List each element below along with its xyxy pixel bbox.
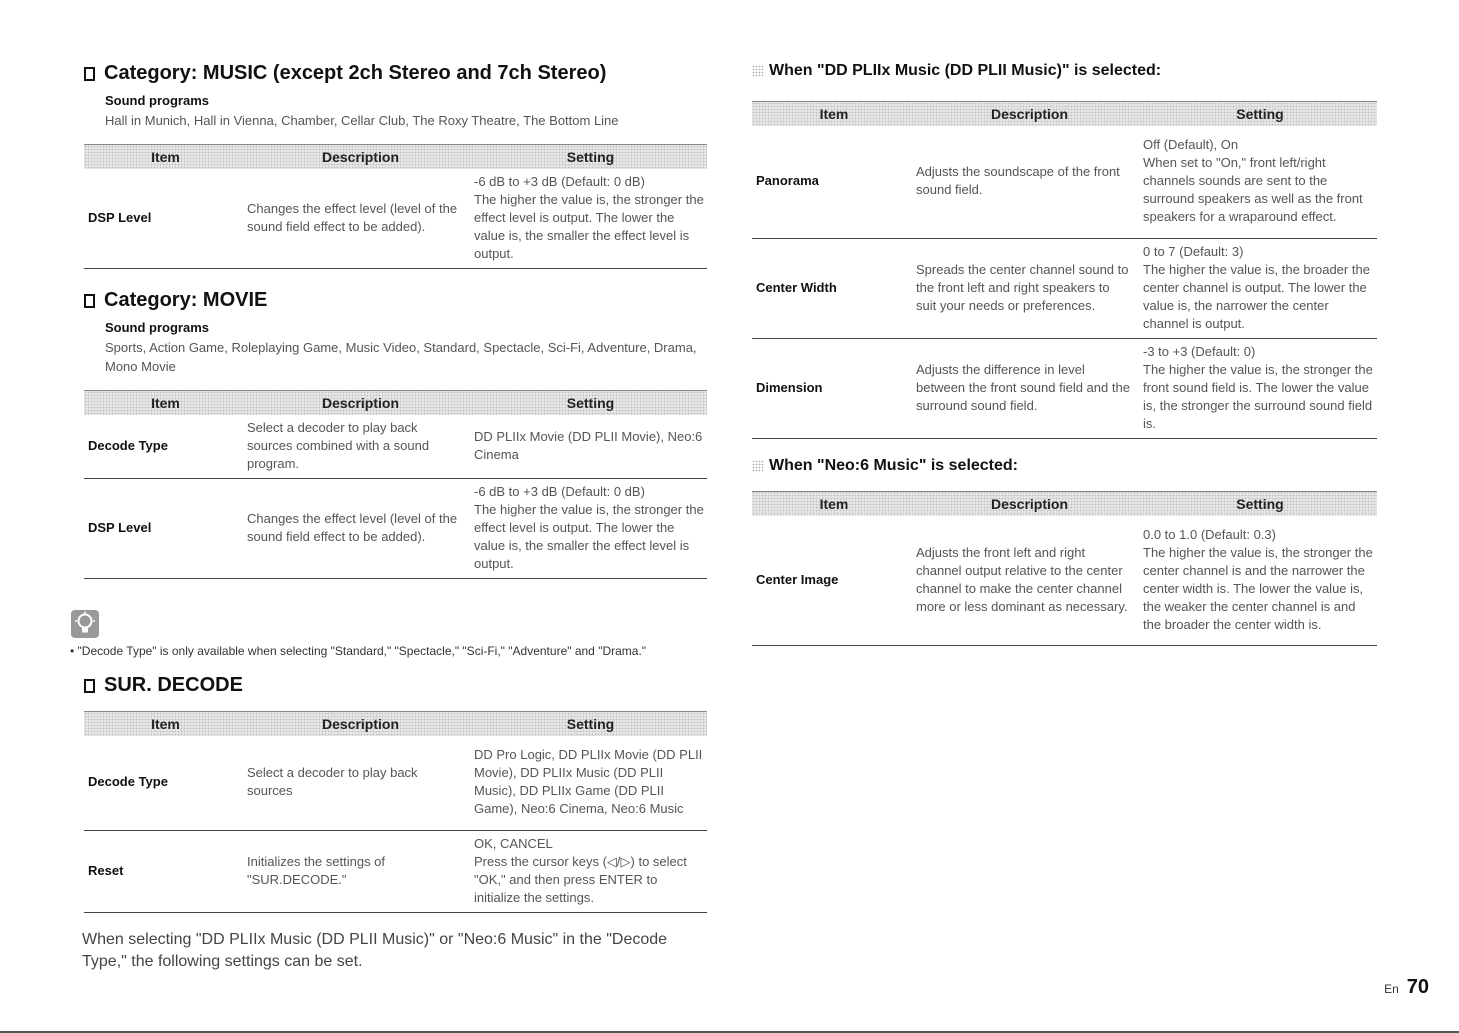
table-row [84, 830, 707, 912]
tip-note: • "Decode Type" is only available when selecting "Standard," "Spectacle," "Sci-Fi," "Adventure" and "Drama." [70, 644, 647, 658]
header-item: Item [84, 145, 247, 170]
neo-heading: When "Neo:6 Music" is selected: [752, 457, 1377, 475]
tip-lightbulb-icon [70, 609, 100, 639]
header-setting: Setting [474, 145, 707, 170]
dotted-bullet-icon [752, 460, 764, 472]
row-setting: Off (Default), On When set to "On," front left/right channels sounds are sent to the surround speakers as well as the front speakers for a wraparound effect. [1143, 126, 1377, 238]
table-header [84, 145, 707, 170]
movie-programs-label: Sound programs [105, 320, 210, 335]
table-header [84, 391, 707, 416]
page-number: 70 [1406, 976, 1429, 998]
table-row [752, 238, 1377, 338]
header-description: Description [916, 102, 1143, 127]
header-item: Item [84, 712, 247, 737]
music-table [84, 144, 707, 269]
row-description: Adjusts the soundscape of the front sound field. [916, 126, 1143, 238]
row-setting: -3 to +3 (Default: 0) The higher the value is, the stronger the front sound field is. The lower the value is, the stronger the surround sound field is. [1143, 338, 1377, 438]
row-description: Adjusts the front left and right channel output relative to the center channel to make the center channel more or less dominant as necessary. [916, 516, 1143, 646]
row-item: Dimension [752, 338, 916, 438]
header-setting: Setting [474, 391, 707, 416]
row-setting: OK, CANCEL Press the cursor keys (◁/▷) to select "OK," and then press ENTER to initialize the settings. [474, 830, 707, 912]
header-item: Item [84, 391, 247, 416]
row-setting: 0 to 7 (Default: 3) The higher the value is, the broader the center channel is output. The lower the value is, the narrower the center channel is output. [1143, 238, 1377, 338]
music-heading: Category: MUSIC (except 2ch Stereo and 7ch Stereo) [84, 62, 707, 85]
table-row [84, 479, 707, 579]
row-setting: DD Pro Logic, DD PLIIx Movie (DD PLII Movie), DD PLIIx Music (DD PLII Music), DD PLIIx Game (DD PLII Game), Neo:6 Cinema, Neo:6 Music [474, 736, 707, 830]
header-item: Item [752, 102, 916, 127]
checkbox-icon [84, 67, 95, 81]
row-setting: DD PLIIx Movie (DD PLII Movie), Neo:6 Cinema [474, 415, 707, 479]
table-row [84, 736, 707, 830]
table-row [752, 516, 1377, 646]
header-item: Item [752, 491, 916, 516]
music-programs-label: Sound programs [105, 93, 210, 108]
header-description: Description [247, 391, 474, 416]
row-description: Changes the effect level (level of the sound field effect to be added). [247, 169, 474, 269]
row-description: Adjusts the difference in level between the front sound field and the surround sound field. [916, 338, 1143, 438]
sur-decode-table [84, 711, 707, 913]
row-item: Decode Type [84, 415, 247, 479]
row-item: Center Width [752, 238, 916, 338]
row-item: Center Image [752, 516, 916, 646]
table-row [84, 415, 707, 479]
movie-heading: Category: MOVIE [84, 289, 707, 312]
page-footer [1384, 976, 1429, 999]
row-description: Select a decoder to play back sources [247, 736, 474, 830]
left-column [70, 62, 707, 973]
row-description: Changes the effect level (level of the sound field effect to be added). [247, 479, 474, 579]
right-column [752, 62, 1377, 646]
row-setting: 0.0 to 1.0 (Default: 0.3) The higher the value is, the stronger the center channel is and the narrower the center width is. The lower the value is, the weaker the center channel is and the broader the center width is. [1143, 516, 1377, 646]
table-row [84, 169, 707, 269]
header-description: Description [247, 145, 474, 170]
row-description: Select a decoder to play back sources combined with a sound program. [247, 415, 474, 479]
sur-decode-heading: SUR. DECODE [84, 674, 707, 697]
checkbox-icon [84, 294, 95, 308]
header-setting: Setting [1143, 491, 1377, 516]
checkbox-icon [84, 679, 95, 693]
row-description: Initializes the settings of "SUR.DECODE." [247, 830, 474, 912]
table-header [752, 491, 1377, 516]
movie-table [84, 390, 707, 579]
row-setting: -6 dB to +3 dB (Default: 0 dB) The higher the value is, the stronger the effect level is output. The lower the value is, the smaller the effect level is output. [474, 479, 707, 579]
header-setting: Setting [1143, 102, 1377, 127]
row-setting: -6 dB to +3 dB (Default: 0 dB) The higher the value is, the stronger the effect level is output. The lower the value is, the smaller the effect level is output. [474, 169, 707, 269]
row-item: Panorama [752, 126, 916, 238]
header-description: Description [247, 712, 474, 737]
plix-table [752, 101, 1377, 439]
bottom-paragraph: When selecting "DD PLIIx Music (DD PLII Music)" or "Neo:6 Music" in the "Decode Type," the following settings can be set. [82, 930, 668, 970]
row-item: Decode Type [84, 736, 247, 830]
row-description: Spreads the center channel sound to the front left and right speakers to suit your needs or preferences. [916, 238, 1143, 338]
table-header [752, 102, 1377, 127]
dotted-bullet-icon [752, 65, 764, 77]
movie-programs: Sports, Action Game, Roleplaying Game, Music Video, Standard, Spectacle, Sci-Fi, Adventure, Drama, Mono Movie [105, 340, 697, 374]
table-row [752, 126, 1377, 238]
header-setting: Setting [474, 712, 707, 737]
table-row [752, 338, 1377, 438]
row-item: Reset [84, 830, 247, 912]
music-programs: Hall in Munich, Hall in Vienna, Chamber, Cellar Club, The Roxy Theatre, The Bottom Line [105, 113, 619, 128]
row-item: DSP Level [84, 479, 247, 579]
neo-table [752, 491, 1377, 647]
table-header [84, 712, 707, 737]
row-item: DSP Level [84, 169, 247, 269]
plix-heading: When "DD PLIIx Music (DD PLII Music)" is selected: [752, 62, 1377, 80]
header-description: Description [916, 491, 1143, 516]
language-label: En [1384, 982, 1399, 996]
